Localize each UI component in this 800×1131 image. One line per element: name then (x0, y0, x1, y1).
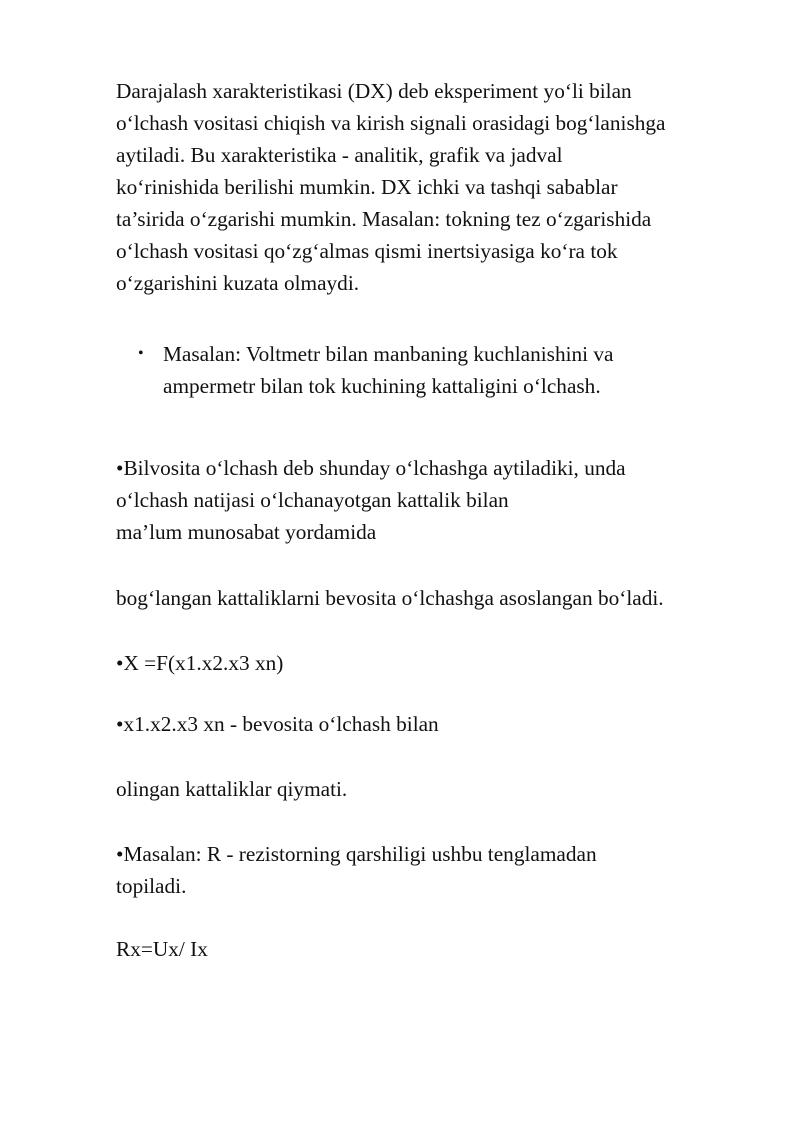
paragraph-bilvosita: •Bilvosita o‘lchash deb shunday o‘lchashga aytiladiki, unda o‘lchash natijasi o‘lchanayotgan kattalik bilan ma’lum munosabat yordamida (116, 456, 626, 544)
paragraph-masalan-rezistor: •Masalan: R - rezistorning qarshiligi ushbu tenglamadan topiladi. (116, 842, 597, 898)
formula-x: •X =F(x1.x2.x3 xn) (116, 651, 284, 675)
formula-variables: •x1.x2.x3 xn - bevosita o‘lchash bilan (116, 712, 439, 736)
paragraph-darajalash: Darajalash xarakteristikasi (DX) deb eksperiment yo‘li bilan o‘lchash vositasi chiqish va kirish signali orasidagi bog‘lanishga aytiladi. Bu xarakteristika - analitik, grafik va jadval ko‘rinishida berilishi mumkin. DX ichki va tashqi sabablar ta’sirida o‘zgarishi mumkin. Masalan: tokning tez o‘zgarishida o‘lchash vositasi qo‘zg‘almas qismi inertsiyasiga ko‘ra tok o‘zgarishini kuzata olmaydi. (116, 79, 666, 295)
bullet-icon: • (138, 345, 144, 362)
bullet-item-text: Masalan: Voltmetr bilan manbaning kuchlanishini va ampermetr bilan tok kuchining kattaligini o‘lchash. (163, 342, 614, 398)
paragraph-boglangan: bog‘langan kattaliklarni bevosita o‘lchashga asoslangan bo‘ladi. (116, 586, 664, 610)
paragraph-olingan: olingan kattaliklar qiymati. (116, 777, 348, 801)
formula-rx: Rx=Ux/ Ix (116, 937, 208, 961)
